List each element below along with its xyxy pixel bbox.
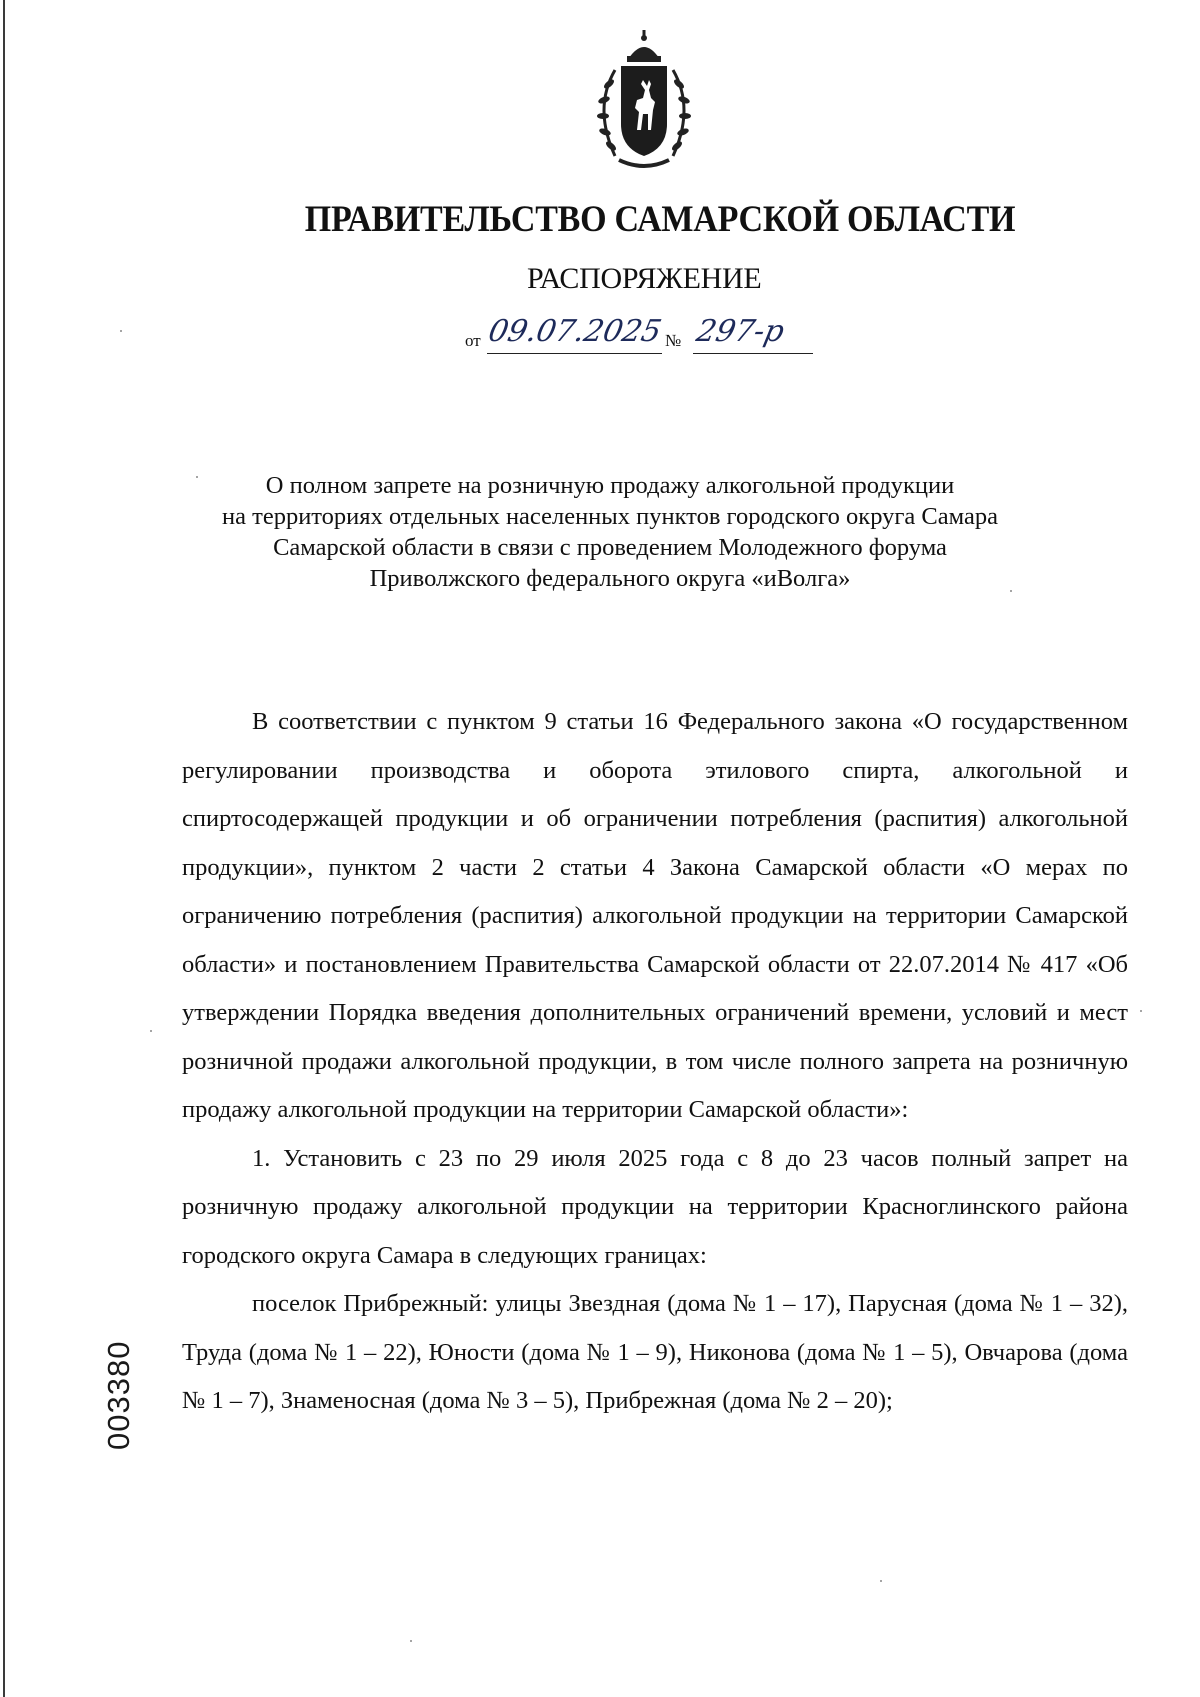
scan-edge-line	[3, 0, 5, 1697]
registration-number: 003380	[101, 1340, 136, 1450]
scan-speck	[196, 476, 198, 478]
date-number-line	[465, 314, 865, 363]
subject-line: Самарской области в связи с проведением Молодежного форума	[273, 534, 947, 561]
item-1-area-paragraph: поселок Прибрежный: улицы Звездная (дома № 1 – 17), Парусная (дома № 1 – 32), Труда (дома № 1 – 22), Юности (дома № 1 – 9), Никонова (дома № 1 – 5), Овчарова (дома № 1 – 7), Знаменосная (дома № 3 – 5), Прибрежная (дома № 2 – 20);	[182, 1290, 1128, 1414]
subject-line: Приволжского федерального округа «иВолга»	[369, 565, 851, 592]
scan-speck	[120, 330, 122, 332]
number-underline	[693, 353, 813, 354]
order-subject	[180, 470, 1040, 594]
order-body	[182, 698, 1128, 1426]
scan-speck	[150, 1030, 152, 1032]
subject-line: О полном запрете на розничную продажу алкогольной продукции	[265, 472, 955, 499]
scan-speck	[1010, 590, 1012, 592]
document-type: РАСПОРЯЖЕНИЕ	[527, 262, 762, 295]
signed-date: 09.07.2025	[485, 314, 665, 349]
number-prefix: №	[665, 331, 682, 350]
government-title: ПРАВИТЕЛЬСТВО САМАРСКОЙ ОБЛАСТИ	[304, 199, 1016, 240]
scan-speck	[880, 1580, 882, 1582]
date-prefix: от	[465, 331, 481, 350]
scan-speck	[410, 1640, 412, 1642]
subject-line: на территориях отдельных населенных пунктов городского округа Самара	[222, 503, 998, 530]
scan-speck	[1140, 1010, 1142, 1012]
date-underline	[487, 353, 662, 354]
samara-coat-of-arms-icon	[585, 28, 703, 176]
order-number: 297-р	[693, 314, 788, 349]
item-1-paragraph: 1. Установить с 23 по 29 июля 2025 года с 8 до 23 часов полный запрет на розничную продажу алкогольной продукции на территории Красноглинского района городского округа Самара в следующих границах:	[182, 1144, 1128, 1269]
preamble-paragraph: В соответствии с пунктом 9 статьи 16 Федерального закона «О государственном регулировании производства и оборота этилового спирта, алкогольной и спиртосодержащей продукции и об ограничении потребления (распития) алкогольной продукции», пунктом 2 части 2 статьи 4 Закона Самарской области «О мерах по ограничению потребления (распития) алкогольной продукции на территории Самарской области» и постановлением Правительства Самарской области от 22.07.2014 № 417 «Об утверждении Порядка введения дополнительных ограничений времени, условий и мест розничной продажи алкогольной продукции, в том числе полного запрета на розничную продажу алкогольной продукции на территории Самарской области»:	[182, 708, 1128, 1123]
